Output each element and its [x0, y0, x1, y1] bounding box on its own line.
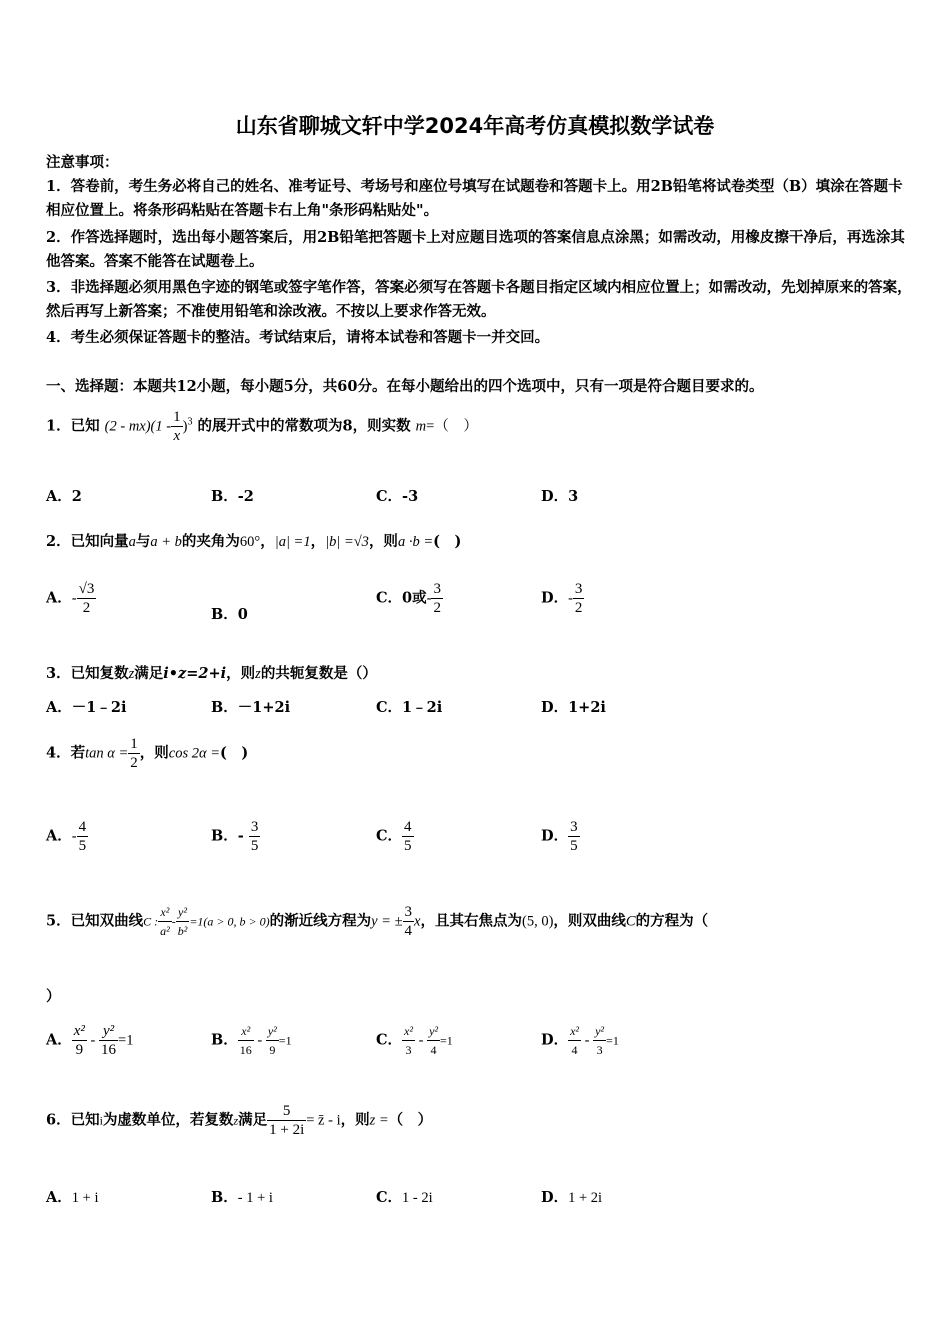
- q1-option-d: D．3: [541, 488, 579, 505]
- q2-option-b: B．0: [211, 606, 248, 623]
- q2-option-c: C．0或- $\frac{3}{2}$: [376, 581, 441, 616]
- q4-option-c: C． $\frac{4}{5}$: [376, 819, 412, 854]
- section-heading: 一、选择题：本题共12小题，每小题5分，共60分。在每小题给出的四个选项中，只有一项是符合题目要求的。: [46, 378, 764, 395]
- page-title: 山东省聊城文轩中学2024年高考仿真模拟数学试卷: [235, 114, 715, 138]
- q5-option-c: C． $\frac{\text{x²}}{3}$ - $\frac{\text{y²}}{4}$ =1: [376, 1024, 453, 1057]
- question-4: 4．若tan α = $\frac{1}{2}$ ，则cos 2α =( ): [46, 736, 249, 771]
- notes-heading: 注意事项：: [46, 154, 119, 171]
- question-5: 5．已知双曲线C : $\frac{\text{x²}}{\text{a²}}$ - $\frac{\text{y²}}{\text{b²}}$ =1(a > 0, b > 0)的渐近线方程为y = ± $\frac{3}{4}$ x，且其右焦点为(5, 0)，则双曲线C的方程为（: [46, 904, 709, 939]
- q6-option-a: A．1 + i: [46, 1189, 99, 1206]
- q1-option-c: C．-3: [376, 488, 419, 505]
- q3-option-c: C．1﹣2i: [376, 699, 443, 716]
- note-item-1: 1．答卷前，考生务必将自己的姓名、准考证号、考场号和座位号填写在试题卷和答题卡上。用2B铅笔将试卷类型（B）填涂在答题卡相应位置上。将条形码粘贴在答题卡右上角"条形码粘贴处"。: [46, 178, 903, 219]
- q1-exponent: 3: [187, 416, 193, 428]
- note-item-4: 4．考生必须保证答题卡的整洁。考试结束后，请将本试卷和答题卡一并交回。: [46, 329, 550, 346]
- question-3: 3．已知复数z满足i•z=2+i，则z的共轭复数是（）: [46, 665, 377, 682]
- q3-option-b: B．－1+2i: [211, 699, 291, 716]
- question-2: 2．已知向量a与a + b的夹角为60°，|a| =1，|b| =√3，则a ·b =( ): [46, 533, 462, 550]
- q2-option-d: D．- $\frac{3}{2}$: [541, 581, 583, 616]
- question-1: 1．已知 (2 - mx)(1 - $\frac{1}{x}$ )$^3$ 的展开式中的常数项为8，则实数 m=（ ）: [46, 409, 478, 444]
- q1-fraction: $\frac{1}{x}$: [173, 409, 181, 444]
- q6-option-c: C．1 - 2i: [376, 1189, 433, 1206]
- q1-expr: (2 - mx)(1 -: [104, 418, 172, 435]
- q5-option-a: A． $\frac{\text{x²}}{9}$ - $\frac{\text{y²}}{16}$ =1: [46, 1023, 134, 1058]
- q6-option-d: D．1 + 2i: [541, 1189, 603, 1206]
- q4-option-d: D． $\frac{3}{5}$: [541, 819, 578, 854]
- question-5-cont: ）: [46, 988, 61, 1005]
- q5-option-b: B． $\frac{\text{x²}}{16}$ - $\frac{\text{y²}}{9}$ =1: [211, 1024, 292, 1057]
- q3-option-a: A．－1﹣2i: [46, 699, 127, 716]
- q1-option-a: A．2: [46, 488, 82, 505]
- note-item-3: 3．非选择题必须用黑色字迹的钢笔或签字笔作答，答案必须写在答题卡各题目指定区域内相应位置上；如需改动，先划掉原来的答案，然后再写上新答案；不准使用铅笔和涂改液。不按以上要求作答无效。: [46, 279, 912, 320]
- q6-option-b: B．- 1 + i: [211, 1189, 273, 1206]
- q1-number: 1．已知: [46, 417, 100, 435]
- q5-option-d: D． $\frac{\text{x²}}{4}$ - $\frac{\text{y²}}{3}$ =1: [541, 1024, 619, 1057]
- q2-option-a: A．- $\frac{√3}{2}$: [46, 581, 95, 616]
- q4-option-a: A．- $\frac{4}{5}$: [46, 819, 87, 854]
- q1-text: 的展开式中的常数项为8，则实数: [197, 417, 411, 435]
- question-6: 6．已知i为虚数单位，若复数z满足 $\frac{5}{1 + 2i}$ = z̄ - i，则z =（ ）: [46, 1103, 433, 1138]
- q3-option-d: D．1+2i: [541, 699, 606, 716]
- note-item-2: 2．作答选择题时，选出每小题答案后，用2B铅笔把答题卡上对应题目选项的答案信息点涂黑；如需改动，用橡皮擦干净后，再选涂其他答案。答案不能答在试题卷上。: [46, 229, 905, 270]
- q1-option-b: B．-2: [211, 488, 254, 505]
- q4-option-b: B．- $\frac{3}{5}$: [211, 819, 259, 854]
